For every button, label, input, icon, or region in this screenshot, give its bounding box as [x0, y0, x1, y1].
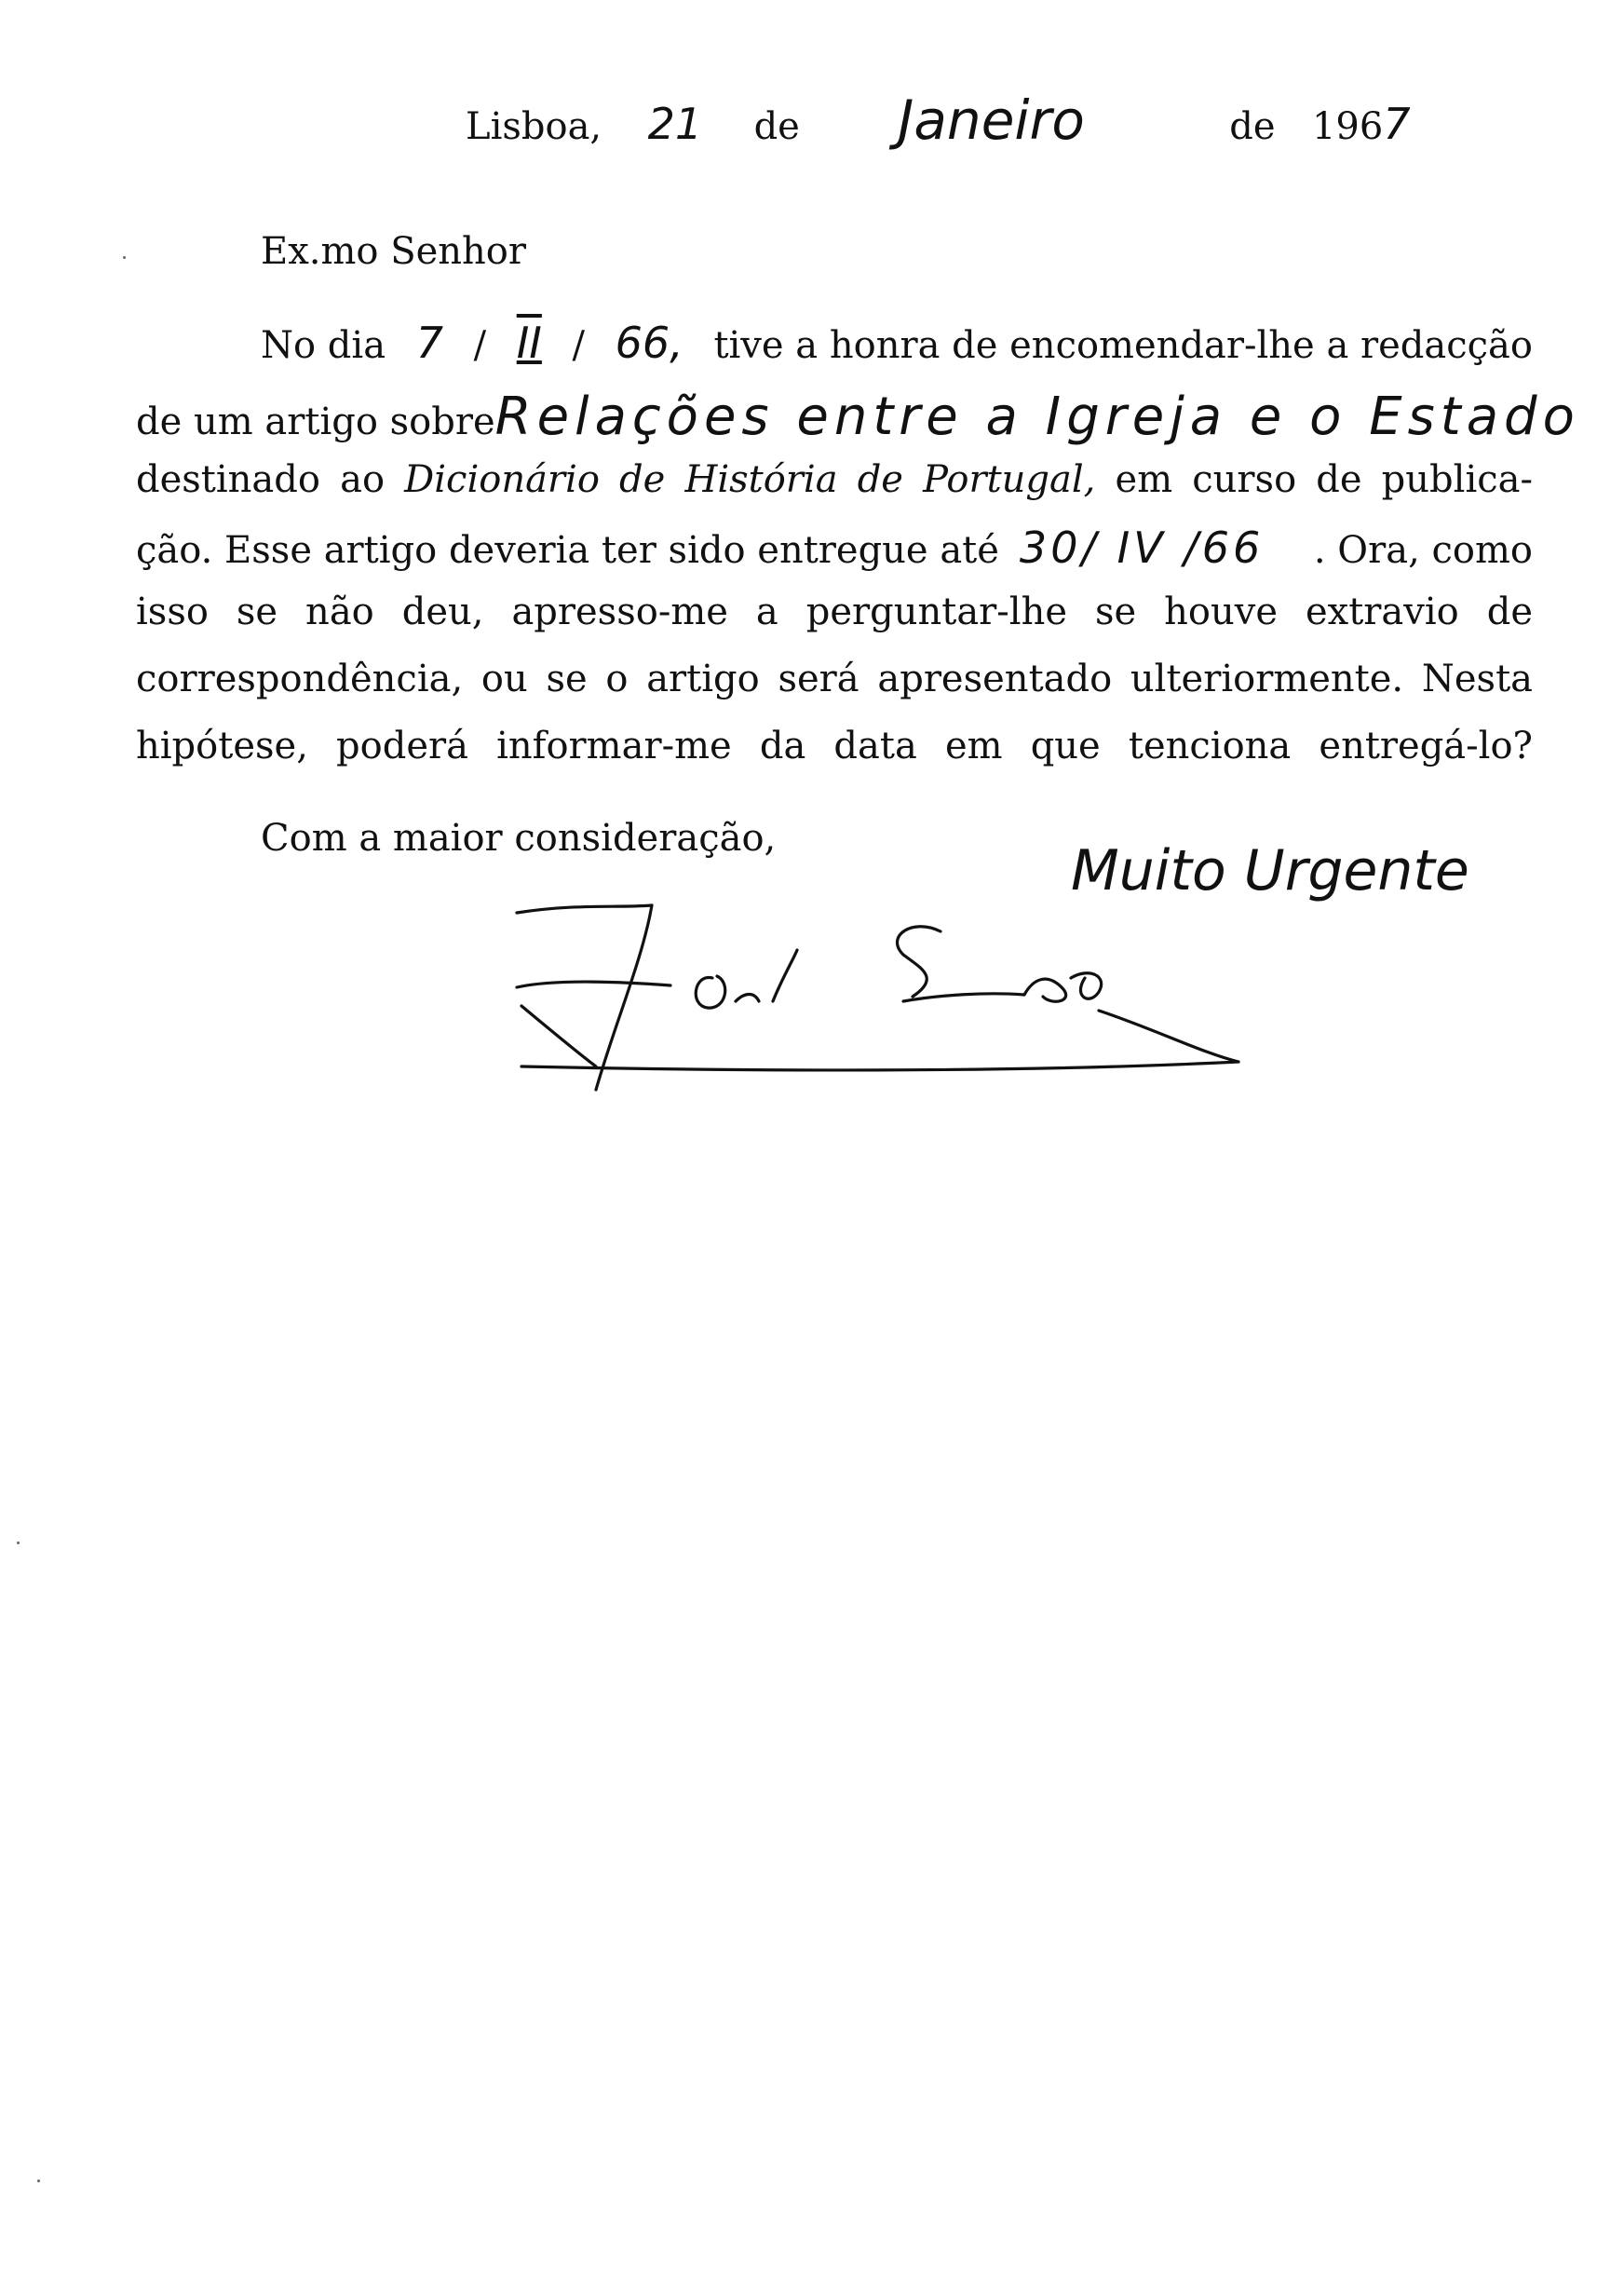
line3-prefix: destinado ao [136, 458, 386, 501]
dateline-de-2: de [1229, 105, 1276, 148]
dateline-city: Lisboa, [466, 105, 602, 148]
dateline-de-1: de [753, 105, 800, 148]
salutation: Ex.mo Senhor [261, 230, 526, 273]
line2-prefix: de um artigo sobre [136, 401, 495, 443]
paragraph-line-1 [261, 318, 1533, 368]
dateline-day-handwritten: 21 [647, 99, 703, 149]
line4-prefix: ção. Esse artigo deveria ter sido entregue até [136, 529, 999, 572]
order-date-day: 7 [415, 318, 443, 368]
paragraph-line-4 [136, 523, 1533, 573]
paragraph-line-6: correspondência, ou se o artigo será apresentado ulteriormente. Nesta [136, 658, 1533, 700]
dateline-month-handwritten: Janeiro [898, 88, 1085, 152]
order-date-sep-1: / [473, 324, 487, 367]
paragraph-line-3 [136, 458, 1534, 501]
dictionary-title: Dicionário de História de Portugal, [404, 458, 1096, 501]
dateline-year-handwritten: 7 [1383, 99, 1411, 149]
closing-line: Com a maior consideração, [261, 817, 777, 860]
line3-suffix: em curso de publica- [1115, 458, 1534, 501]
scan-speck [17, 1541, 20, 1544]
paragraph-line-5: isso se não deu, apresso-me a perguntar-lhe se houve extravio de [136, 591, 1533, 633]
order-date-year: 66, [615, 318, 683, 368]
line1-suffix: tive a honra de encomendar-lhe a redacção [713, 324, 1533, 367]
dateline-year-printed: 196 [1311, 105, 1384, 148]
scan-speck [123, 256, 126, 259]
dateline [466, 88, 1411, 152]
order-date-sep-2: / [572, 324, 585, 367]
signature [503, 866, 1248, 1108]
urgent-annotation: Muito Urgente [1071, 838, 1469, 903]
paragraph-line-2 [136, 387, 1580, 447]
order-date-month: II [516, 318, 542, 368]
paragraph-line-7: hipótese, poderá informar-me da data em que tenciona entregá-lo? [136, 725, 1533, 767]
scan-speck [37, 2180, 40, 2182]
due-date-handwritten: 30/ IV /66 [1019, 523, 1265, 573]
line4-suffix: . Ora, como [1313, 529, 1533, 572]
line1-prefix: No dia [261, 324, 386, 367]
article-topic-handwritten: Relações entre a Igreja e o Estado [494, 387, 1580, 447]
